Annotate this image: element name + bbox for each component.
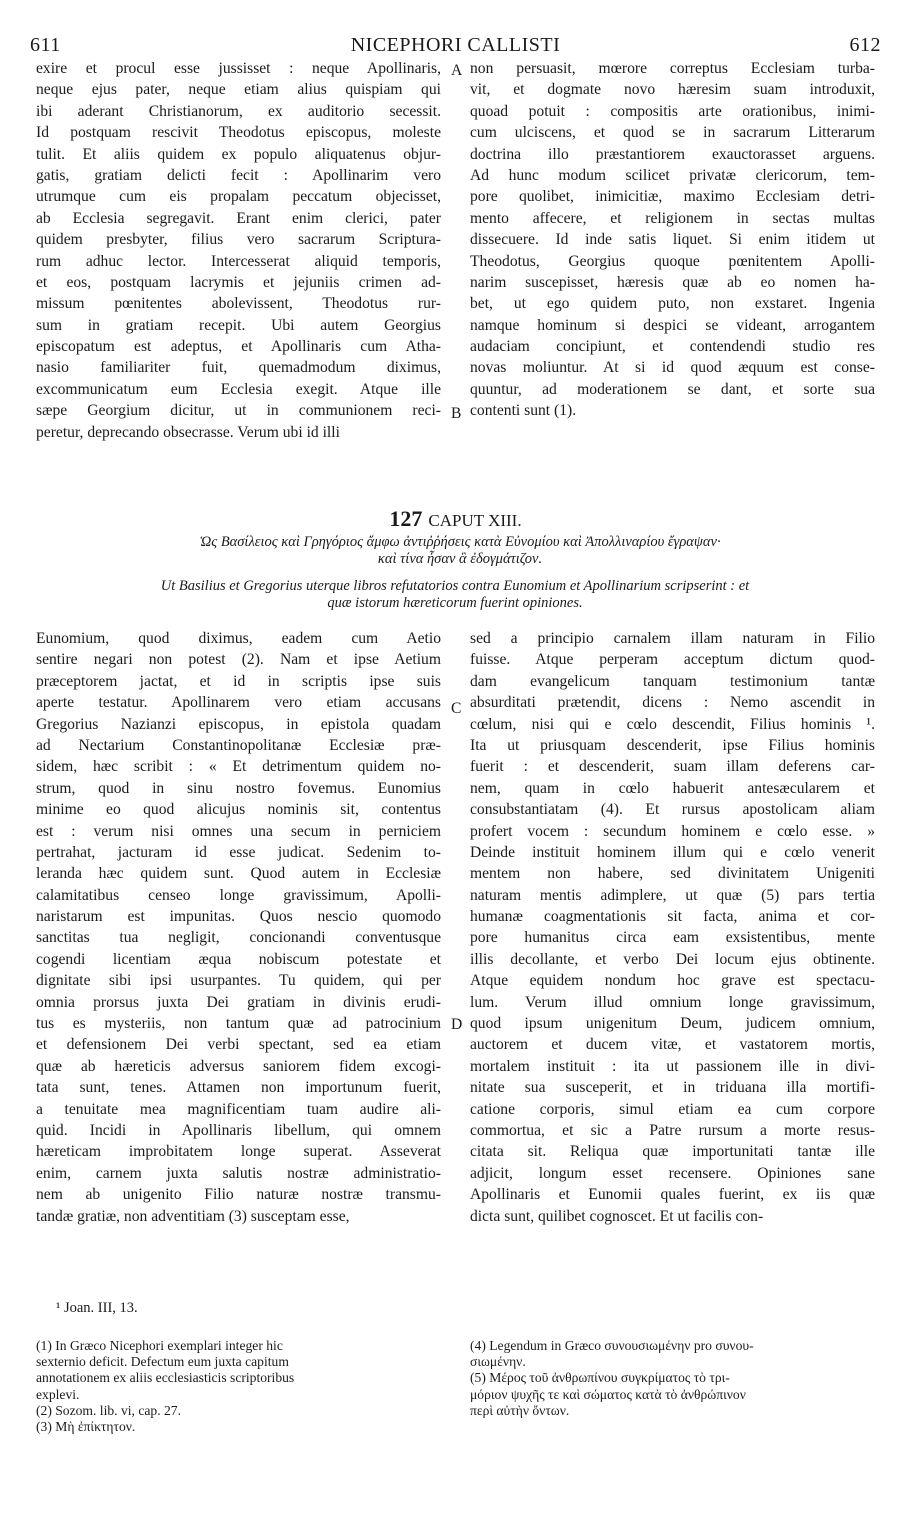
text-line: annotationem ex aliis ecclesiasticis scriptoribus [36,1370,295,1386]
text-line: peretur, deprecando obsecrasse. Verum ubi id illi [36,423,340,441]
text-line: naristarum est impunitas. Quos nescio quomodo [36,908,441,926]
text-line: excommunicatum eum Ecclesia exegit. Atque ille [36,380,441,398]
text-line: explevi. [36,1386,80,1402]
text-line: ab Ecclesia segregavit. Erant enim clerici, pater [36,209,441,227]
text-line: (3) Μὴ ἐπίκτητον. [36,1418,136,1434]
text-line: pore quolibet, inimicitiæ, maximo Ecclesiam detri- [470,188,875,206]
text-line: Id postquam rescivit Theodotus episcopus, moleste [36,124,441,142]
text-line: est : verum nisi omnes una secum in perniciem [36,822,441,840]
text-line: tulit. Et aliis quidem ex populo aliquatenus objur- [36,145,441,163]
text-line: rum adhuc lector. Intercesserat aliquid temporis, [36,252,441,270]
text-line: dignitate sibi ipsi usurpantes. Tu quidem, qui per [36,972,441,990]
text-line: leranda hæc quidem sunt. Quod autem in Ecclesiæ [36,865,441,883]
scripture-footnote: ¹ Joan. III, 13. [56,1300,138,1316]
text-line: cum ulciscens, et quod se in sacrarum Litterarum [470,124,875,142]
text-line: sanctitas tua negligit, concionandi conventusque [36,929,441,947]
text-line: episcopatum est adeptus, et Apollinaris cum Atha- [36,338,441,356]
text-line: dam evangelicum tanquam testimonium tantæ [470,672,875,690]
text-line: σιωμένην. [470,1354,526,1370]
main-left-column [36,628,441,1227]
text-line: cogendi licentiam æqua nobiscum potestate et [36,950,441,968]
text-line: exire et procul esse jussisset : neque Apollinaris, [36,60,441,77]
text-line: catione corporis, simul etiam ea cum corpore [470,1100,875,1118]
greek-chapter-title [80,534,840,568]
text-line: audaciam concipiunt, et contendendi studio res [470,338,875,356]
text-line: tata sunt, tenes. Attamen non importunum fuerit, [36,1079,441,1097]
text-line: sum in gratiam recepit. Ubi autem Georgius [36,316,441,334]
text-line: lum. Verum illud omnium longe gravissimum, [470,993,875,1011]
text-line: ad Nectarium Constantinopolitanæ Ecclesiæ præ- [36,736,441,754]
text-line: Ita ut priusquam descenderit, ipse Filius hominis [470,736,875,754]
text-line: (1) In Græco Nicephori exemplari integer hic [36,1338,283,1353]
text-line: bet, ut ego quidem puto, non exstaret. Ingenia [470,295,875,313]
text-line: enim, carnem juxta salutis nostræ administratio- [36,1164,441,1182]
text-line: Atque equidem nondum hoc grave est spectacu- [470,972,875,990]
text-line: mento affecere, et religionem in sectas multas [470,209,875,227]
text-line: περὶ αὐτὴν ὄντων. [470,1402,570,1418]
text-line: sexternio deficit. Defectum eum juxta capitum [36,1354,289,1370]
text-line: cœlum, nisi qui e cœlo descendit, Filius hominis ¹. [470,715,875,733]
text-line: profert vocem : secundum hominem e cœlo esse. » [470,822,875,840]
text-line: quidem presbyter, filius vero sacrarum Scriptura- [36,231,441,249]
text-line: missum pœnitentes abolevissent, Theodotus rur- [36,295,441,313]
notes-right-column [470,1338,875,1419]
text-line: commortua, et sic a Patre rursum a morte resus- [470,1121,875,1139]
latin-chapter-title [60,578,850,612]
text-line: præceptorem jactat, et id in scriptis ipse suis [36,672,441,690]
text-line: Gregorius Nazianzi episcopus, in epistola quadam [36,715,441,733]
chapter-number: 127 [389,506,423,531]
text-line: narim suscepisset, hæresis quæ ab eo nomen ha- [470,273,875,291]
text-line: hæreticam improbitatem longe superat. Asseverat [36,1143,441,1161]
latin-title-line: quæ istorum hæreticorum fuerint opiniones. [327,595,583,611]
notes-left-column [36,1338,441,1435]
chapter-heading [0,506,911,532]
text-line: strum, quod in sinu nostro fovemus. Eunomius [36,779,441,797]
text-line: non persuasit, mœrore correptus Ecclesiam turba- [470,60,875,77]
margin-letter-b: B [451,405,462,422]
text-line: Theodotus, Georgius quoque pœnitentem Apolli- [470,252,875,270]
text-line: omnia prorsus juxta Dei gratiam in divinis erudi- [36,993,441,1011]
main-right-column [470,628,875,1227]
text-line: sæpe Georgium dicitur, ut in communionem reci- [36,402,441,420]
text-line: humanæ coagmentationis sit facta, anima et cor- [470,908,875,926]
text-line: tus es mysteriis, non tantum quæ ad patrocinium [36,1015,441,1033]
text-line: tandæ gratiæ, non adventitiam (3) susceptam esse, [36,1207,350,1225]
text-line: absurditati prætendit, dicens : Nemo ascendit in [470,694,875,712]
text-line: utrumque cum eis propalam peccatum objecisset, [36,188,441,206]
text-line: illis decollante, et verbo Dei locum ejus obtinente. [470,950,875,968]
text-line: fuerit : et descenderit, suam illam deferens car- [470,758,875,776]
text-line: et defensionem Dei verbi spectant, sed ea etiam [36,1036,441,1054]
text-line: μόριον ψυχῆς τε καὶ σώματος κατὰ τὸ ἀνθρώπινον [470,1386,746,1402]
text-line: quæ ab hæreticis adversus saniorem fidem excogi- [36,1057,441,1075]
greek-title-line: Ὡς Βασίλειος καὶ Γρηγόριος ἄμφω ἀντιῤῥήσεις κατὰ Εὐνομίου καὶ Ἀπολλιναρίου ἔγραψαν· [199,534,721,550]
text-line: a tenuitate mea magnificentiam tuam audire ali- [36,1100,441,1118]
text-line: fuisse. Atque perperam acceptum dictum quod- [470,651,875,669]
chapter-label: CAPUT XIII. [428,511,522,530]
page-number-left: 611 [30,34,61,56]
running-header [30,34,881,60]
text-line: consubstantiatam (4). Et rursus apostolicam aliam [470,801,875,819]
text-line: gatis, gratiam delicti fecit : Apollinarim vero [36,166,441,184]
text-line: novas moliuntur. At si id quod æquum est conse- [470,359,875,377]
latin-title-line: Ut Basilius et Gregorius uterque libros refutatorios contra Eunomium et Apollinarium scripserint : et [160,578,750,594]
text-line: (2) Sozom. lib. vi, cap. 27. [36,1402,181,1418]
text-line: neque ejus pater, neque etiam alius quispiam qui [36,81,441,99]
text-line: aperte testatur. Apollinarem vero etiam accusans [36,694,441,712]
text-line: Ad hunc modum scilicet privatæ clericorum, tem- [470,166,875,184]
text-line: pertrahat, jacturam id esse judicat. Sedenim to- [36,843,441,861]
text-line: quid. Incidi in Apollinaris libellum, qui omnem [36,1121,441,1139]
text-line: Eunomium, quod diximus, eadem cum Aetio [36,630,441,647]
text-line: Deinde instituit hominem illum qui e cœlo venerit [470,843,875,861]
text-line: nem, quam in cœlo habuerit antesæcularem et [470,779,875,797]
text-line: quod ipsum unigenitum Deum, judicem omnium, [470,1015,875,1033]
text-line: sentire negari non potest (2). Nam et ipse Aetium [36,651,441,669]
running-title: NICEPHORI CALLISTI [350,34,561,56]
text-line: citata sit. Reliqua quæ importunitati tantæ ille [470,1143,875,1161]
text-line: (4) Legendum in Græco συνουσιωμένην pro συνου- [470,1338,754,1353]
text-line: pore humanitus circa eam exsistentibus, mente [470,929,875,947]
text-line: vit, et dogmate novo hæresim suam introduxit, [470,81,875,99]
text-line: ibi aderant Christianorum, ex auditorio secessit. [36,102,441,120]
text-line: calamitatibus censeo longe gravissimum, Apolli- [36,886,441,904]
text-line: doctrina illo præstantiorem exauctorasset arguens. [470,145,875,163]
text-line: namque hominum si despici se videant, arrogantem [470,316,875,334]
text-line: sidem, hæc scribit : « Et detrimentum quidem no- [36,758,441,776]
text-line: minime eo quod alicujus nominis sit, contentus [36,801,441,819]
text-line: sed a principio carnalem illam naturam in Filio [470,630,875,647]
text-line: mortalem instituit : ita ut passionem ille in divi- [470,1057,875,1075]
text-line: contenti sunt (1). [470,402,577,420]
top-right-column [470,58,875,422]
text-line: naturam mentis adimplere, ut quæ (5) pars tertia [470,886,875,904]
text-line: dicta sunt, quilibet cognoscet. Et ut facilis con- [470,1207,764,1225]
text-line: dissecuere. Id inde satis liquet. Si enim itidem ut [470,231,875,249]
top-left-column [36,58,441,443]
text-line: et eos, postquam lacrymis et jejuniis crimen ad- [36,273,441,291]
text-line: auctorem et ducem vitæ, et vastatorem mortis, [470,1036,875,1054]
text-line: Apollinaris et Eunomii quales fuerint, ex iis quæ [470,1186,875,1204]
margin-letter-a: A [451,62,463,79]
text-line: nem ab unigenito Filio naturæ nostræ transmu- [36,1186,441,1204]
text-line: quoad potuit : compositis arte orationibus, inimi- [470,102,875,120]
page-number-right: 612 [849,34,881,56]
greek-title-line: καὶ τίνα ἦσαν ἃ ἐδογμάτιζον. [377,551,543,567]
text-line: adjicit, longum esset recensere. Opiniones sane [470,1164,875,1182]
margin-letter-c: C [451,700,462,717]
text-line: mentem non habere, sed divinitatem Unigeniti [470,865,875,883]
text-line: (5) Μέρος τοῦ ἀνθρωπίνου συγκρίματος τὸ τρι- [470,1370,730,1386]
text-line: nitate sua susceperit, et in triduana illa mortifi- [470,1079,875,1097]
text-line: quuntur, ad moderationem se dant, et sorte sua [470,380,875,398]
text-line: nasio familiariter fuit, quemadmodum diximus, [36,359,441,377]
margin-letter-d: D [451,1016,463,1033]
